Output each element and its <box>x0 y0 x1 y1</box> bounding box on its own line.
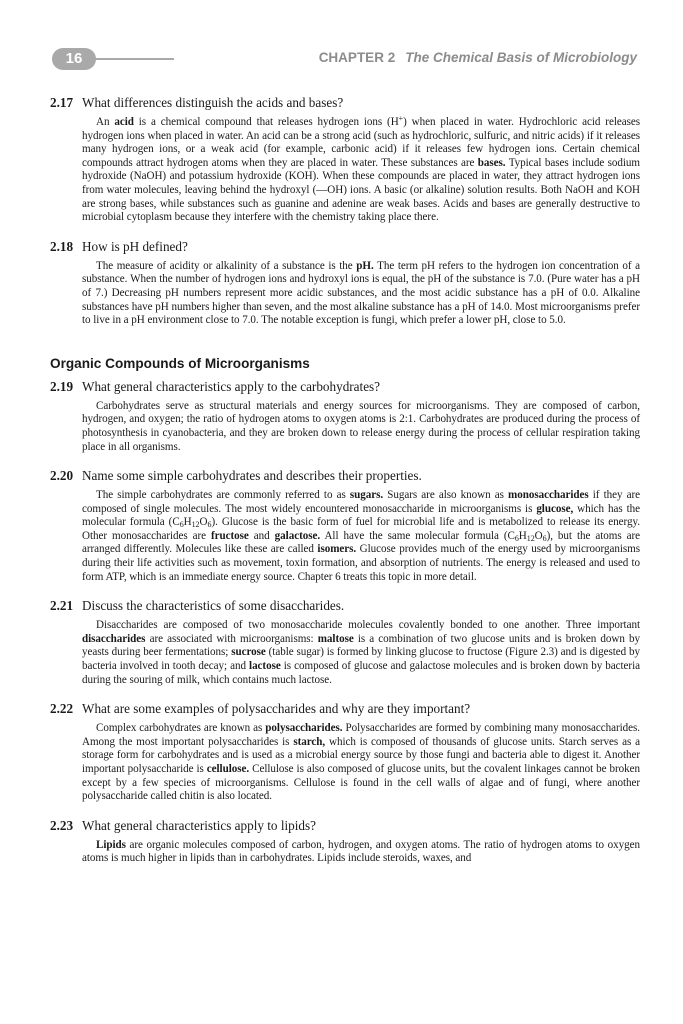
superscript: + <box>398 114 404 123</box>
text-run: which has the molecular formula (C <box>82 502 640 529</box>
text-run: is a combination of two glucose units and is broken down by yeasts during beer fermentations; <box>82 632 640 659</box>
text-run: if they are composed of single molecules. The most widely encountered monosaccharide in microorganisms is <box>82 489 641 515</box>
question-heading <box>50 238 640 256</box>
subscript: 12 <box>526 533 535 543</box>
answer-paragraph <box>82 260 640 328</box>
bold-term: sugars. <box>349 489 384 502</box>
bold-term: isomers. <box>317 543 357 556</box>
text-run: Glucose provides much of the energy used by microorganisms during their life activities such as movement, toxin formation, and absorption of nutrients. The energy is released and used to form ATP, which is an immediate energy source. Chapter 6 treats this topic in more detail. <box>82 543 641 583</box>
question-text: Discuss the characteristics of some disaccharides. <box>82 598 345 614</box>
question-heading <box>50 817 640 835</box>
question-text: What general characteristics apply to the carbohydrates? <box>82 378 381 394</box>
answer-paragraph <box>82 116 640 225</box>
text-run: All have the same molecular formula (C <box>320 529 515 542</box>
question-text: What are some examples of polysaccharides and why are they important? <box>82 701 471 717</box>
bold-term: cellulose. <box>206 763 250 775</box>
text-run: ) when placed in water. Hydrochloric acid releases hydrogen ions when placed in water. An acid can be a strong acid (such as hydrochloric, sulfuric, and nitric acids) if it releases many hydrogen ions, or a weak acid (for example, carbonic acid) if it releases few hydrogen ions. Certain chemical compounds attract hydrogen atoms when they are placed in water. These substances are <box>82 116 641 169</box>
page-number: 16 <box>52 48 96 70</box>
qa-item <box>50 94 640 225</box>
qa-item <box>50 817 640 866</box>
bold-term: disaccharides <box>82 632 146 645</box>
text-run: ), but the atoms are arranged differently. Molecules like these are called <box>82 529 640 556</box>
text-run: The measure of acidity or alkalinity of a substance is the <box>96 259 357 272</box>
question-text: How is pH defined? <box>82 238 188 254</box>
bold-term: monosaccharides <box>508 489 589 502</box>
bold-term: maltose <box>317 632 354 645</box>
text-run: ). Glucose is the basic form of fuel for microbial life and is metabolized to release its energy. Other monosaccharides are <box>82 516 640 542</box>
answer-paragraph <box>82 722 640 804</box>
bold-term: fructose <box>211 529 249 542</box>
subscript: 6 <box>179 520 184 530</box>
subscript: 6 <box>514 533 519 543</box>
question-text: What general characteristics apply to lipids? <box>82 817 316 833</box>
bold-term: galactose. <box>274 529 321 542</box>
question-heading <box>50 378 640 396</box>
chapter-title: The Chemical Basis of Microbiology <box>405 50 637 65</box>
question-heading <box>50 700 640 718</box>
page-content <box>50 94 640 879</box>
text-run: is a chemical compound that releases hydrogen ions (H <box>133 116 399 128</box>
text-run: O <box>199 516 208 529</box>
subscript: 6 <box>542 533 547 543</box>
question-text: What differences distinguish the acids and bases? <box>82 95 344 110</box>
question-number: 2.17 <box>50 95 74 110</box>
text-run: O <box>534 529 543 542</box>
qa-item <box>50 597 640 687</box>
question-number: 2.18 <box>50 238 74 254</box>
text-run: H <box>518 529 527 542</box>
text-run: H <box>183 516 192 529</box>
bold-term: polysaccharides. <box>265 722 343 735</box>
text-run: Typical bases include sodium hydroxide (NaOH) and potassium hydroxide (KOH). When these compounds are placed in water, they attract hydrogen ions from water molecules, leaving behind the hydroxyl (—OH) ions. A basic (or alkaline) solution results. Both NaOH and KOH are strong bases, while substances such as guanine and adenine are weak bases. Acids and bases are generally destructive to microbial cytoplasm because they interfere with the chemistry taking place there. <box>82 156 641 224</box>
answer-paragraph <box>82 839 640 866</box>
question-text: Name some simple carbohydrates and describes their properties. <box>82 468 422 484</box>
text-run: Carbohydrates serve as structural materials and energy sources for microorganisms. They are composed of carbon, hydrogen, and oxygen; the ratio of hydrogen atoms to oxygen atoms is 2:1. Carbohydrates are produced during the process of photosynthesis in cyanobacteria, and they are broken down to release energy during the process of cellular respiration taking place in all organisms. <box>82 399 640 453</box>
text-run: are organic molecules composed of carbon, hydrogen, and oxygen atoms. The ratio of hydrogen atoms to oxygen atoms is much higher in lipids than in carbohydrates. Lipids include steroids, waxes, and <box>82 838 640 865</box>
bold-term: pH. <box>356 259 374 272</box>
text-run: Polysaccharides are formed by combining many monosaccharides. Among the most important polysaccharides is <box>82 722 640 748</box>
section-heading: Organic Compounds of Microorganisms <box>50 355 310 371</box>
answer-paragraph <box>82 489 640 584</box>
question-number: 2.21 <box>50 598 74 614</box>
question-heading <box>50 597 640 615</box>
running-head <box>319 50 637 65</box>
subscript: 12 <box>191 520 200 530</box>
text-run: are associated with microorganisms: <box>145 632 318 645</box>
text-run: Disaccharides are composed of two monosaccharide molecules covalently bonded to one another. Three important <box>96 619 640 632</box>
text-run: (table sugar) is formed by linking glucose to fructose (Figure 2.3) and is digested by bacteria involved in tooth decay; and <box>82 646 641 673</box>
text-run: is composed of glucose and galactose molecules and is broken down by bacteria during the souring of milk, which contains much lactose. <box>82 660 640 686</box>
qa-item <box>50 467 640 584</box>
text-run: An <box>96 116 115 128</box>
bold-term: starch, <box>293 735 326 748</box>
question-number: 2.19 <box>50 378 74 394</box>
text-run: The term pH refers to the hydrogen ion concentration of a substance. When the number of hydrogen ions and hydroxyl ions is equal, the pH of the substance is 7.0. (Pure water has a pH of 7.) Decreasing pH numbers represent more acidic substances, and the most acidic substance has a pH of 0.0. Alkaline substances have pH numbers higher than seven, and the most alkaline substance has a pH of 14.0. Most microorganisms prefer to live in a pH environment close to 7.0. The notable exception is fungi, which prefer a lower pH, close to 5.0. <box>82 259 640 327</box>
question-number: 2.20 <box>50 468 74 484</box>
question-number: 2.23 <box>50 817 74 833</box>
bold-term: bases. <box>477 156 506 169</box>
answer-paragraph <box>82 619 640 687</box>
text-run: Sugars are also known as <box>383 489 509 502</box>
bold-term: lactose <box>249 660 281 673</box>
question-heading <box>50 94 640 112</box>
text-run: The simple carbohydrates are commonly referred to as <box>96 489 350 502</box>
bold-term: sucrose <box>231 646 266 659</box>
question-heading <box>50 467 640 485</box>
header-rule <box>92 58 174 60</box>
qa-item <box>50 238 640 328</box>
answer-paragraph <box>82 400 640 454</box>
qa-item <box>50 700 640 804</box>
question-number: 2.22 <box>50 701 74 717</box>
text-run: and <box>248 529 275 542</box>
page-header <box>0 0 683 80</box>
chapter-label: CHAPTER 2 <box>318 50 396 65</box>
text-run: which is composed of thousands of glucose units. Starch serves as a storage form for carbohydrates and is used as a microbial energy source by those fungi and bacteria able to digest it. Another important polysaccharide is <box>82 735 641 775</box>
bold-term: Lipids <box>96 838 126 851</box>
text-run: Complex carbohydrates are known as <box>96 722 266 735</box>
text-run: Cellulose is also composed of glucose units, but the covalent linkages cannot be broken except by a few species of microorganisms. Cellulose is found in the cell walls of algae and of fungi, where another polysaccharide called chitin is also located. <box>82 763 640 803</box>
subscript: 6 <box>207 520 212 530</box>
bold-term: glucose, <box>536 502 574 515</box>
qa-item <box>50 378 640 454</box>
bold-term: acid <box>114 116 134 128</box>
